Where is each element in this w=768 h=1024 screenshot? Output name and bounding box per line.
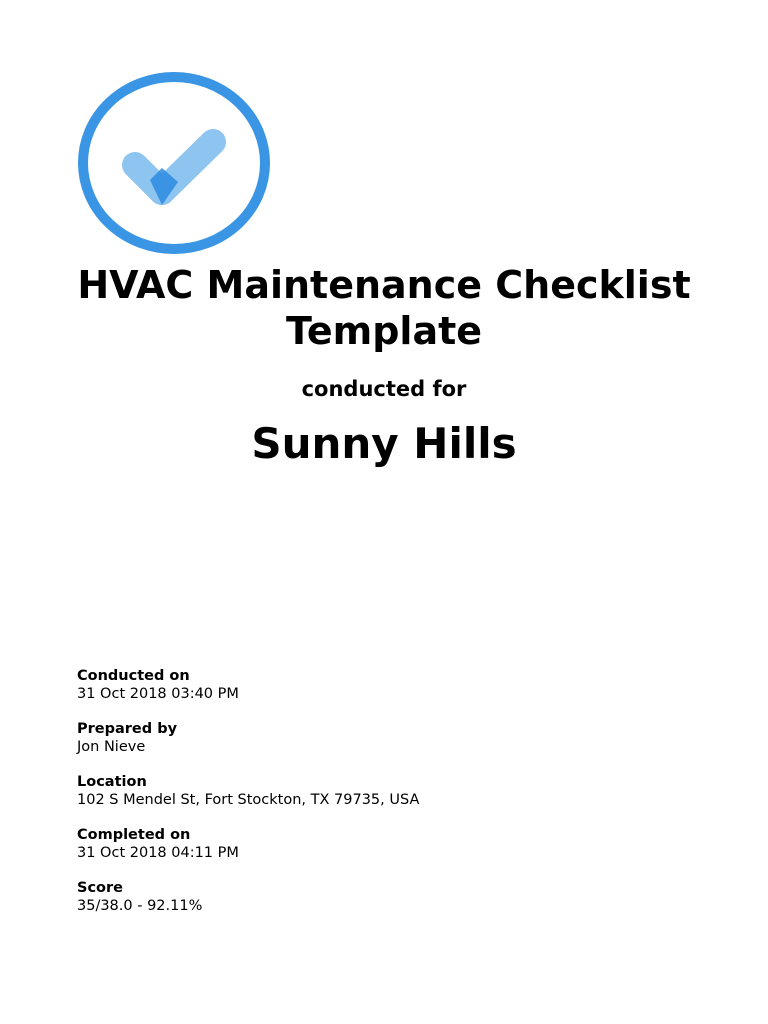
logo-svg xyxy=(76,70,272,256)
client-name: Sunny Hills xyxy=(251,419,517,468)
field-label: Score xyxy=(77,880,123,896)
field-conducted-on xyxy=(77,668,677,703)
field-value: Jon Nieve xyxy=(77,739,146,755)
field-score xyxy=(77,880,677,915)
field-completed-on xyxy=(77,827,677,862)
field-value: 35/38.0 - 92.11% xyxy=(77,898,203,914)
field-label: Prepared by xyxy=(77,721,178,737)
field-value: 31 Oct 2018 03:40 PM xyxy=(77,686,239,702)
checkmark-circle-icon xyxy=(76,70,272,256)
field-prepared-by xyxy=(77,721,677,756)
field-label: Location xyxy=(77,774,147,790)
conducted-for-label: conducted for xyxy=(301,377,467,401)
field-value: 102 S Mendel St, Fort Stockton, TX 79735, USA xyxy=(77,792,420,808)
field-location xyxy=(77,774,677,809)
document-title: HVAC Maintenance Checklist Template xyxy=(77,263,691,353)
details-section xyxy=(77,668,677,933)
field-value: 31 Oct 2018 04:11 PM xyxy=(77,845,239,861)
field-label: Conducted on xyxy=(77,668,190,684)
field-label: Completed on xyxy=(77,827,191,843)
